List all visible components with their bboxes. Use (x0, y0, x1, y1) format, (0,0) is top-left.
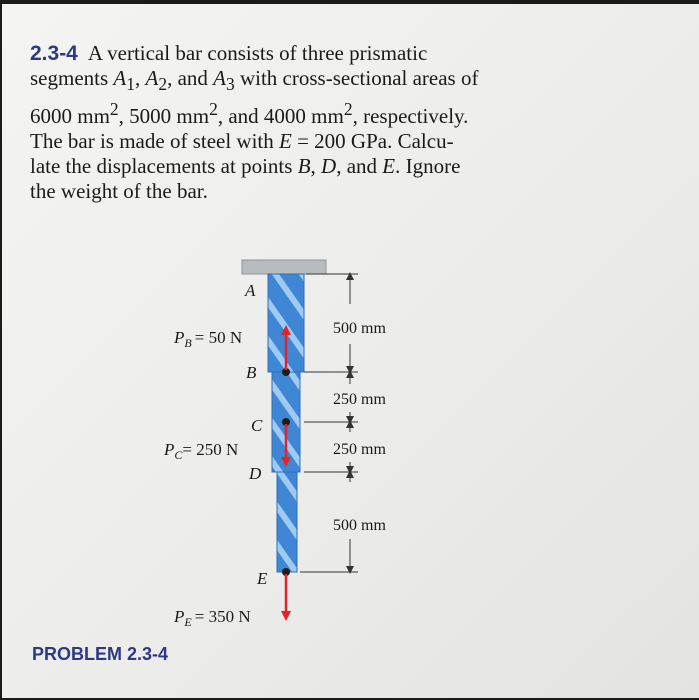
load-label-pb: $P_B = 50$ N (174, 328, 243, 350)
problem-statement: 2.3-4 A vertical bar consists of three prismatic segments $A_1$, $A_2$, and $A_3$ with cross-sectional areas of 6000 $mm^2$, 5000 $mm^2$, and 4000 $mm^2$, respectively. The bar is made of steel with E = 200 GPa. Calcu- late the displacements at points B, D, and E. Ignore the weight of the bar. (30, 41, 479, 204)
support-plate (242, 260, 326, 274)
bar-segment-3 (277, 472, 297, 572)
dimension-label-1: 500 mm (333, 320, 386, 337)
problem-label: PROBLEM 2.3-4 (32, 644, 169, 664)
label-b: B (246, 363, 257, 382)
label-a: A (245, 281, 256, 300)
label-c: C (251, 416, 263, 435)
label-e: E (257, 569, 268, 588)
load-label-pe: $P_E = 350$ N (174, 607, 251, 629)
label-d: D (249, 464, 262, 483)
dimension-label-3: 250 mm (333, 441, 386, 458)
problem-number: 2.3-4 (30, 42, 78, 65)
dimension-label-4: 500 mm (333, 517, 386, 534)
textbook-page (2, 4, 699, 698)
bar-figure (2, 4, 699, 644)
dimension-label-2: 250 mm (333, 391, 386, 408)
load-label-pc: $P_C= 250$ N (164, 440, 239, 462)
